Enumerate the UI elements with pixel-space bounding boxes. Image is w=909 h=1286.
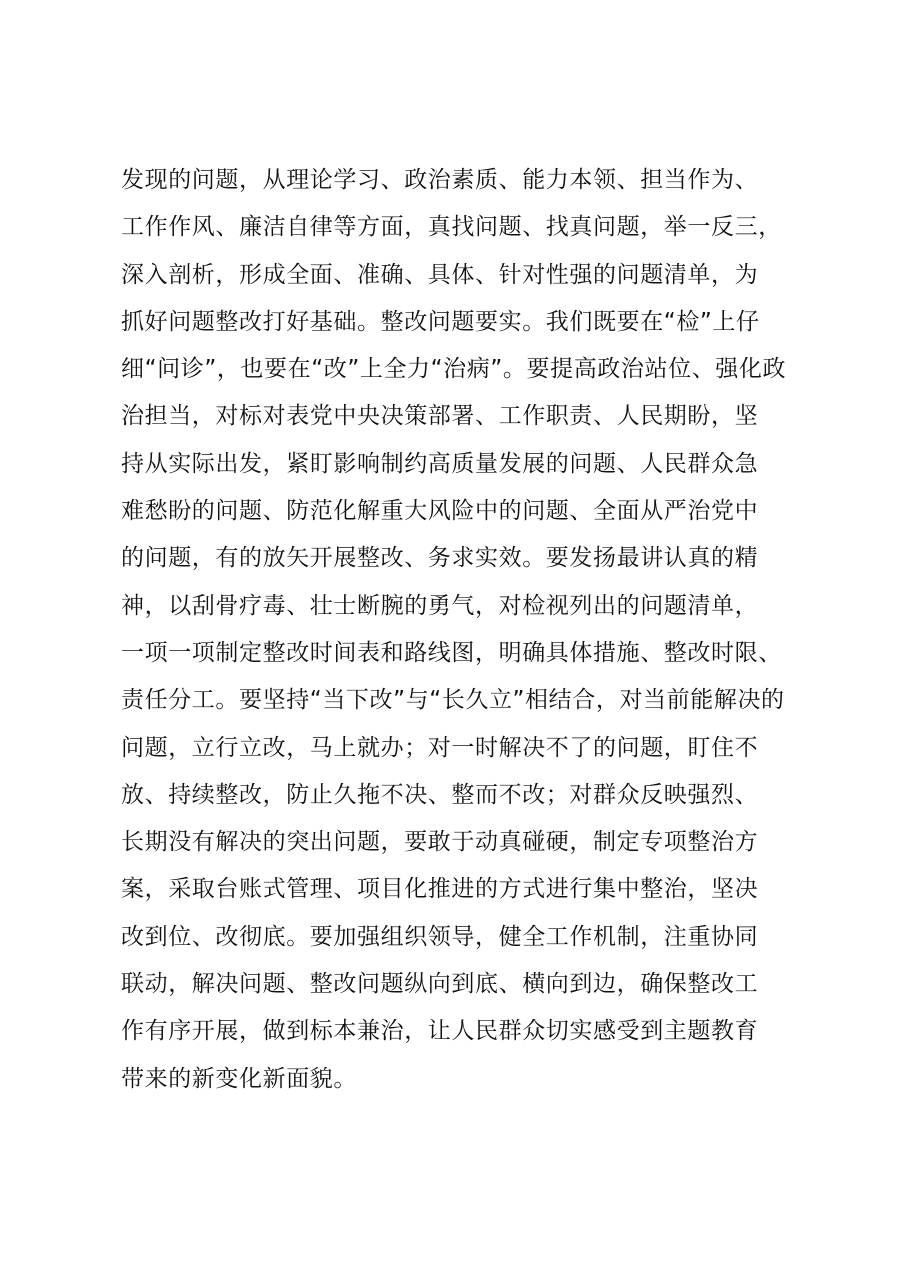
body-paragraph [121, 157, 821, 1103]
text-line: 治担当，对标对表党中央决策部署、工作职责、人民期盼，坚 [121, 403, 759, 430]
text-line: 联动，解决问题、整改问题纵向到底、横向到边，确保整改工 [121, 971, 759, 998]
text-line: 神，以刮骨疗毒、壮士断腕的勇气，对检视列出的问题清单， [121, 592, 759, 619]
text-line: 工作作风、廉洁自律等方面，真找问题、找真问题，举一反三， [121, 214, 782, 241]
text-line: 一项一项制定整改时间表和路线图，明确具体措施、整改时限、 [121, 639, 782, 666]
text-line: 长期没有解决的突出问题，要敢于动真碰硬，制定专项整治方 [121, 829, 759, 856]
text-line: 抓好问题整改打好基础。整改问题要实。我们既要在“检”上仔 [121, 308, 760, 335]
text-line: 持从实际出发，紧盯影响制约高质量发展的问题、人民群众急 [121, 450, 759, 477]
text-line: 案，采取台账式管理、项目化推进的方式进行集中整治，坚决 [121, 876, 759, 903]
text-line: 带来的新变化新面貌。 [121, 1065, 357, 1092]
text-line: 放、持续整改，防止久拖不决、整而不改；对群众反映强烈、 [121, 781, 759, 808]
text-line: 责任分工。要坚持“当下改”与“长久立”相结合，对当前能解决的 [121, 687, 785, 714]
text-line: 细“问诊”，也要在“改”上全力“治病”。要提高政治站位、强化政 [121, 356, 787, 383]
text-line: 作有序开展，做到标本兼治，让人民群众切实感受到主题教育 [121, 1018, 759, 1045]
text-line: 发现的问题，从理论学习、政治素质、能力本领、担当作为、 [121, 167, 759, 193]
text-line: 难愁盼的问题、防范化解重大风险中的问题、全面从严治党中 [121, 498, 759, 525]
text-line: 改到位、改彻底。要加强组织领导，健全工作机制，注重协同 [121, 923, 759, 950]
text-line: 深入剖析，形成全面、准确、具体、针对性强的问题清单，为 [121, 261, 759, 288]
text-line: 的问题，有的放矢开展整改、务求实效。要发扬最讲认真的精 [121, 545, 759, 572]
text-line: 问题，立行立改，马上就办；对一时解决不了的问题，盯住不 [121, 734, 759, 761]
